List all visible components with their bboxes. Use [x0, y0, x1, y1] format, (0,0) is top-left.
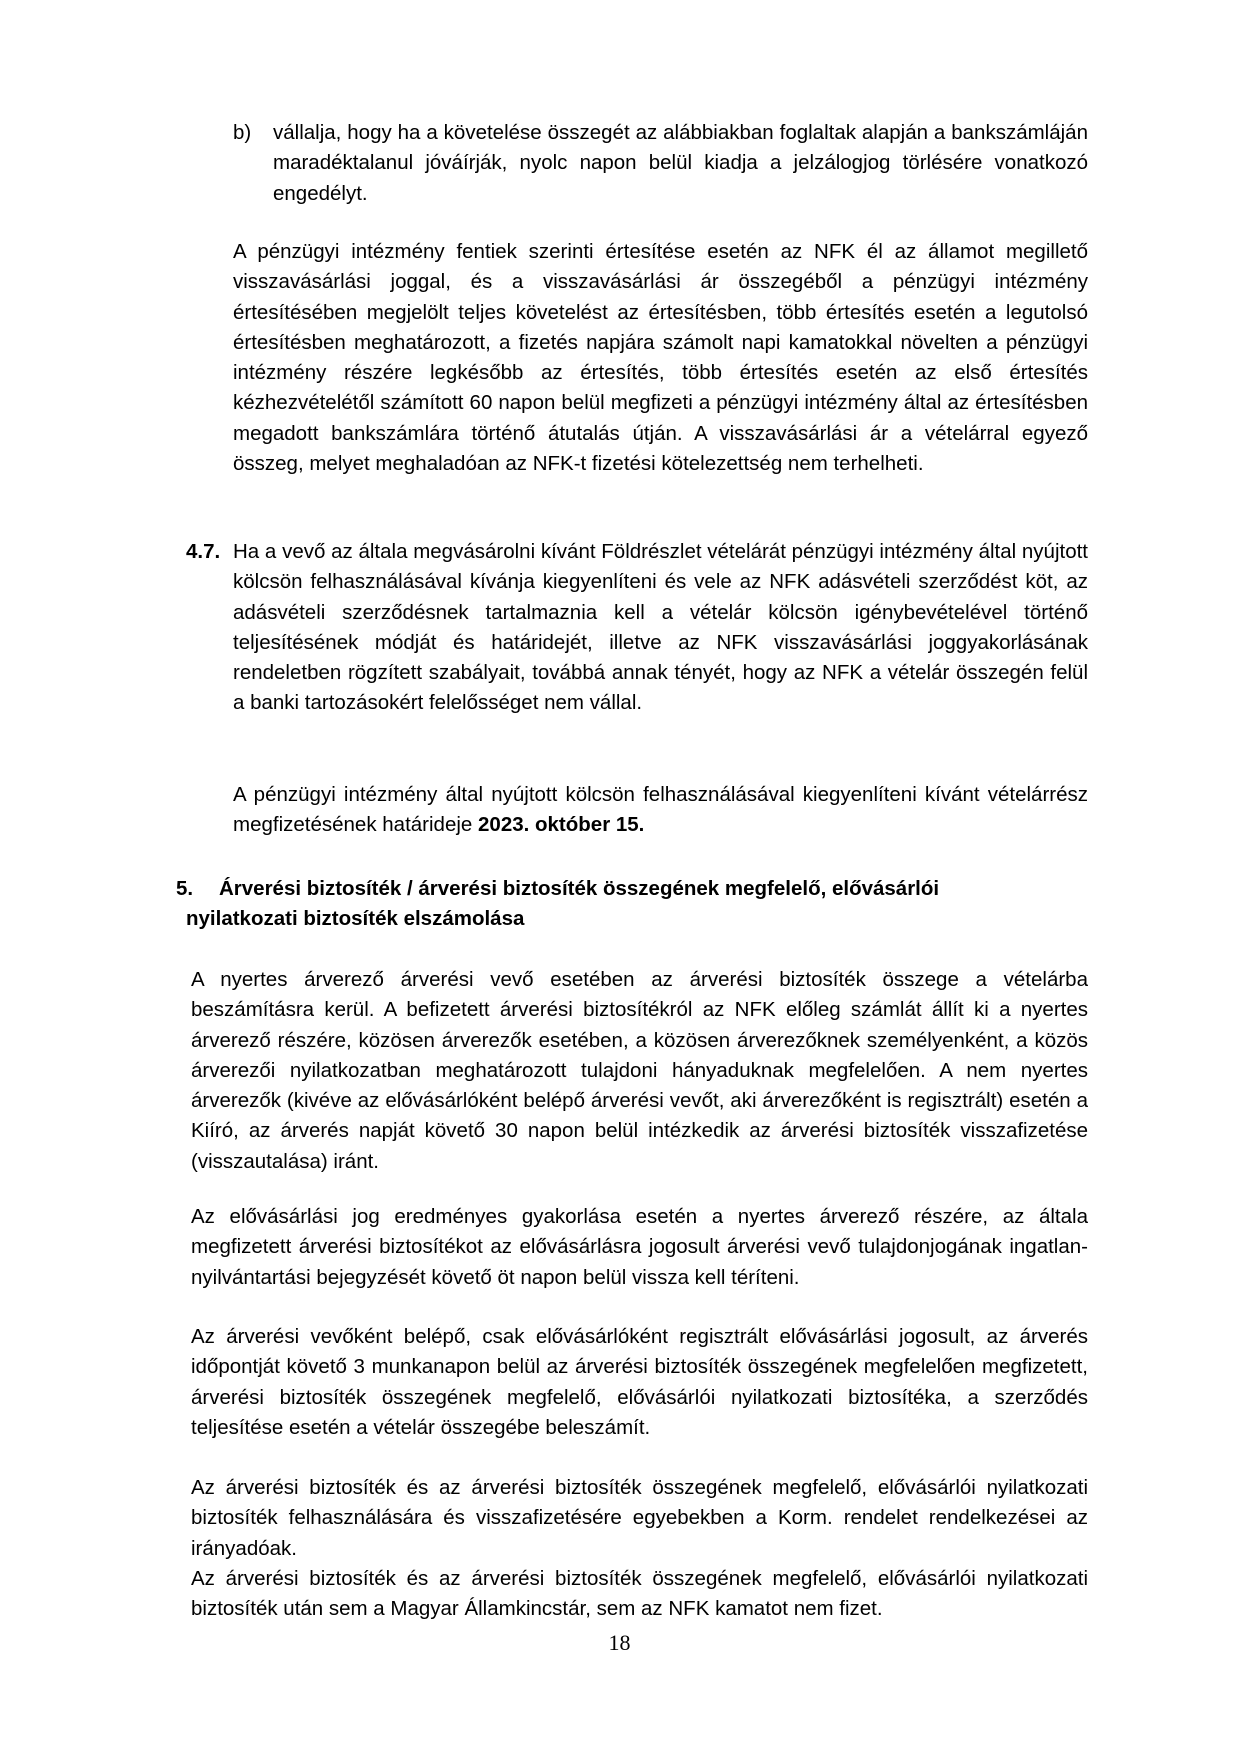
paragraph-repurchase	[233, 237, 1088, 479]
section-number: 4.7.	[186, 540, 221, 563]
paragraph-text: Az árverési biztosíték és az árverési biztosíték összegének megfelelő, elővásárlói nyilatkozati biztosíték után sem a Magyar Államkincstár, sem az NFK kamatot nem fizet.	[191, 1567, 1088, 1621]
paragraph-preemption-deposit	[191, 1322, 1088, 1443]
paragraph-regulation	[191, 1473, 1088, 1564]
deadline-lead-text: A pénzügyi intézmény által nyújtott kölcsön felhasználásával kiegyenlíteni kívánt vételárrész megfizetésének határideje	[233, 783, 1088, 837]
paragraph-text: A pénzügyi intézmény fentiek szerinti értesítése esetén az NFK él az államot megillető visszavásárlási joggal, és a visszavásárlási ár összegéből a pénzügyi intézmény értesítésében megjelölt teljes követelést az értesítésben, több értesítés esetén a legutolsó értesítésben meghatározott, a fizetés napjára számolt napi kamatokkal növelten a pénzügyi intézmény részére legkésőbb az értesítés, több értesítés esetén az első értesítés kézhezvételétől számított 60 napon belül megfizeti a pénzügyi intézmény által az értesítésben megadott bankszámlára történő átutalás útján. A visszavásárlási ár a vételárral egyező összeg, melyet meghaladóan az NFK-t fizetési kötelezettség nem terhelheti.	[233, 240, 1088, 476]
paragraph-deposit-settlement	[191, 965, 1088, 1177]
section-number: 5.	[176, 877, 194, 900]
paragraph-deadline	[233, 780, 1088, 841]
page-number: 18	[608, 1630, 631, 1655]
list-item-text: vállalja, hogy ha a követelése összegét az alábbiakban foglaltak alapján a bankszámláján maradéktalanul jóváírják, nyolc napon belül kiadja a jelzálogjog törlésére vonatkozó engedélyt.	[273, 121, 1088, 205]
section-title-line2: nyilatkozati biztosíték elszámolása	[186, 907, 525, 931]
paragraph-text: Az árverési biztosíték és az árverési biztosíték összegének megfelelő, elővásárlói nyilatkozati biztosíték felhasználására és visszafizetésére egyebekben a Korm. rendelet rendelkezései az irányadóak.	[191, 1476, 1088, 1560]
paragraph-text: Az elővásárlási jog eredményes gyakorlása esetén a nyertes árverező részére, az általa megfizetett árverési biztosítékot az elővásárlásra jogosult árverési vevő tulajdonjogának ingatlan-nyilvántartási bejegyzését követő öt napon belül vissza kell téríteni.	[191, 1205, 1088, 1289]
deadline-date: 2023. október 15.	[478, 813, 645, 837]
section-title-line1: Árverési biztosíték / árverési biztosíték összegének megfelelő, elővásárlói	[219, 877, 940, 900]
list-item-b	[233, 118, 1088, 209]
paragraph-text: Az árverési vevőként belépő, csak elővásárlóként regisztrált elővásárlási jogosult, az árverés időpontját követő 3 munkanapon belül az árverési biztosíték összegének megfelelően megfizetett, árverési biztosíték összegének megfelelő, elővásárlói nyilatkozati biztosítéka, a szerződés teljesítése esetén a vételár összegébe beleszámít.	[191, 1325, 1088, 1439]
section-4-7	[186, 537, 1088, 719]
list-marker: b)	[233, 121, 252, 144]
paragraph-text: A nyertes árverező árverési vevő esetében az árverési biztosíték összege a vételárba beszámításra kerül. A befizetett árverési biztosítékról az NFK előleg számlát állít ki a nyertes árverező részére, közösen árverezők esetében, a közösen árverezőknek személyenként, a közös árverezői nyilatkozatban meghatározott tulajdoni hányaduknak megfelelően. A nem nyertes árverezők (kivéve az elővásárlóként belépő árverési vevőt, aki árverezőként is regisztrált) esetén a Kiíró, az árverés napját követő 30 napon belül intézkedik az árverési biztosíték visszafizetése (visszautalása) iránt.	[191, 968, 1088, 1173]
paragraph-preemption-refund	[191, 1202, 1088, 1293]
section-5-heading	[176, 874, 1088, 935]
section-text: Ha a vevő az általa megvásárolni kívánt Földrészlet vételárát pénzügyi intézmény által nyújtott kölcsön felhasználásával kívánja kiegyenlíteni és vele az NFK adásvételi szerződést köt, az adásvételi szerződésnek tartalmaznia kell a vételár kölcsön igénybevételével történő teljesítésének módját és határidejét, illetve az NFK visszavásárlási joggyakorlásának rendeletben rögzített szabályait, továbbá annak tényét, hogy az NFK a vételár összegén felül a banki tartozásokért felelősséget nem vállal.	[233, 540, 1088, 715]
paragraph-text	[233, 780, 1088, 841]
paragraph-no-interest	[191, 1564, 1088, 1625]
